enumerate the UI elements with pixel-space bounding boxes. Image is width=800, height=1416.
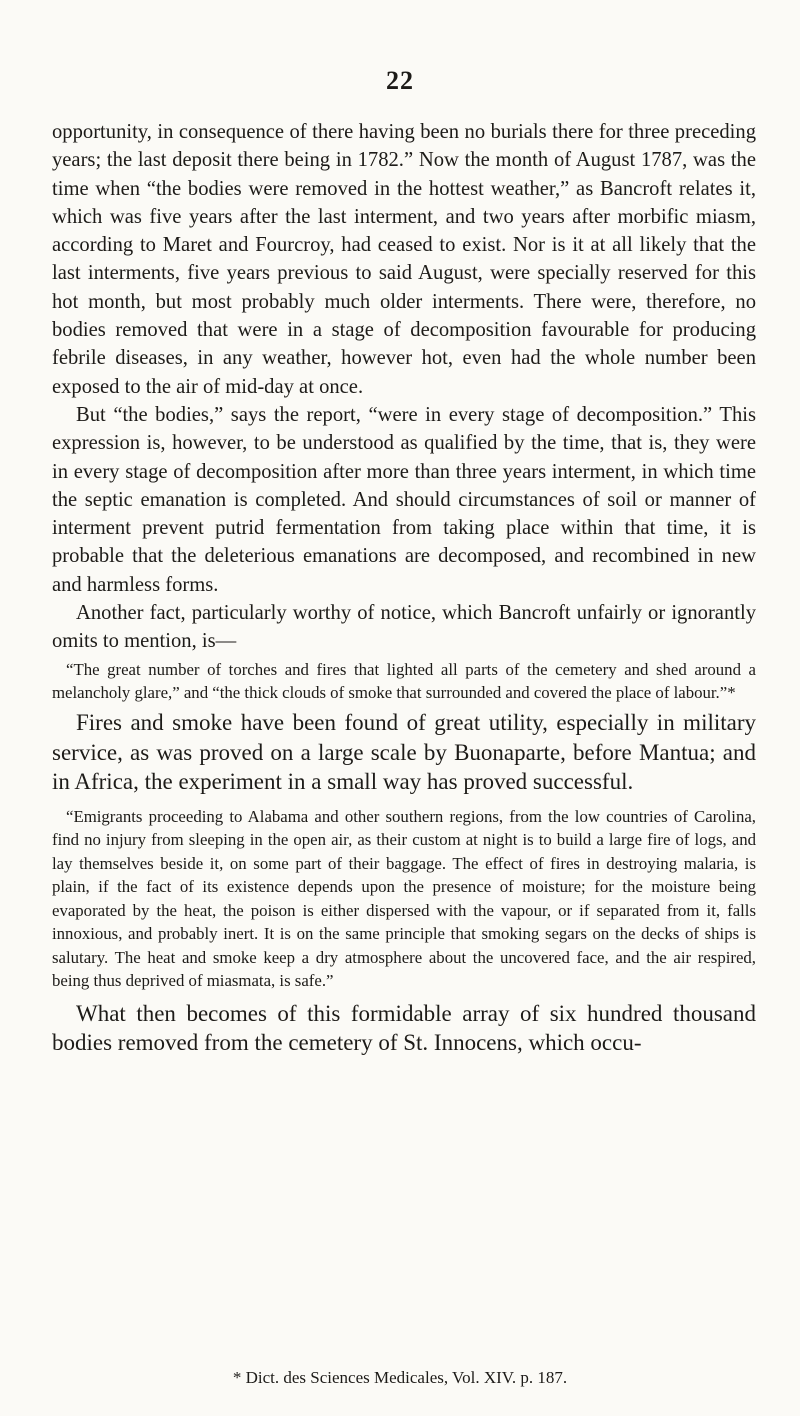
quotation-torches: “The great number of torches and fires that lighted all parts of the cemetery and shed around a melancholy glare,” and “the thick clouds of smoke that surrounded and covered the place of labour.”* (52, 659, 756, 702)
quotation-emigrants: “Emigrants proceeding to Alabama and other southern regions, from the low countries of Carolina, find no injury from sleeping in the open air, as their custom at night is to build a large fire of logs, and lay themselves beside it, on some part of their baggage. The effect of fires in destroying malaria, is plain, if the fact of its existence depends upon the presence of moisture; for the moisture being evaporated by the heat, the poison is either dispersed with the vapour, or if separated from it, falls innoxious, and probably inert. It is on the same principle that smoking segars on the decks of ships is salutary. The heat and smoke keep a dry atmosphere about the uncovered face, and the air respired, being thus deprived of miasmata, is safe.” (52, 806, 756, 991)
paragraph-1: opportunity, in consequence of there having been no burials there for three preceding years; the last deposit there being in 1782.” Now the month of August 1787, was the time when “the bodies were removed in the hottest weather,” as Bancroft relates it, which was five years after the last interment, and two years after morbific miasm, according to Maret and Fourcroy, had ceased to exist. Nor is it at all likely that the last interments, five years previous to said August, were specially reserved for this hot month, but most probably much older interments. There were, therefore, no bodies removed that were in a stage of decomposition favourable for producing febrile diseases, in any weather, however hot, even had the whole number been exposed to the air of mid-day at once. (52, 121, 756, 398)
paragraph-4: Fires and smoke have been found of great utility, especially in military service, as was proved on a large scale by Buonaparte, before Mantua; and in Africa, the experiment in a small way has proved successful. (52, 710, 756, 795)
paragraph-3: Another fact, particularly worthy of notice, which Bancroft unfairly or ignorantly omits to mention, is— (52, 602, 756, 653)
page-body (52, 118, 756, 1058)
paragraph-2: But “the bodies,” says the report, “were in every stage of decomposition.” This expression is, however, to be understood as qualified by the time, that is, they were in every stage of decomposition after more than three years interment, in which time the septic emanation is completed. And should circumstances of soil or manner of interment prevent putrid fermentation from taking place within that time, it is probable that the deleterious emanations are decomposed, and recombined in new and harmless forms. (52, 403, 756, 596)
paragraph-5: What then becomes of this formidable array of six hundred thousand bodies removed from the cemetery of St. Innocens, which occu- (52, 1000, 756, 1056)
page-number: 22 (386, 66, 414, 95)
footnote: * Dict. des Sciences Medicales, Vol. XIV. p. 187. (232, 1368, 568, 1387)
